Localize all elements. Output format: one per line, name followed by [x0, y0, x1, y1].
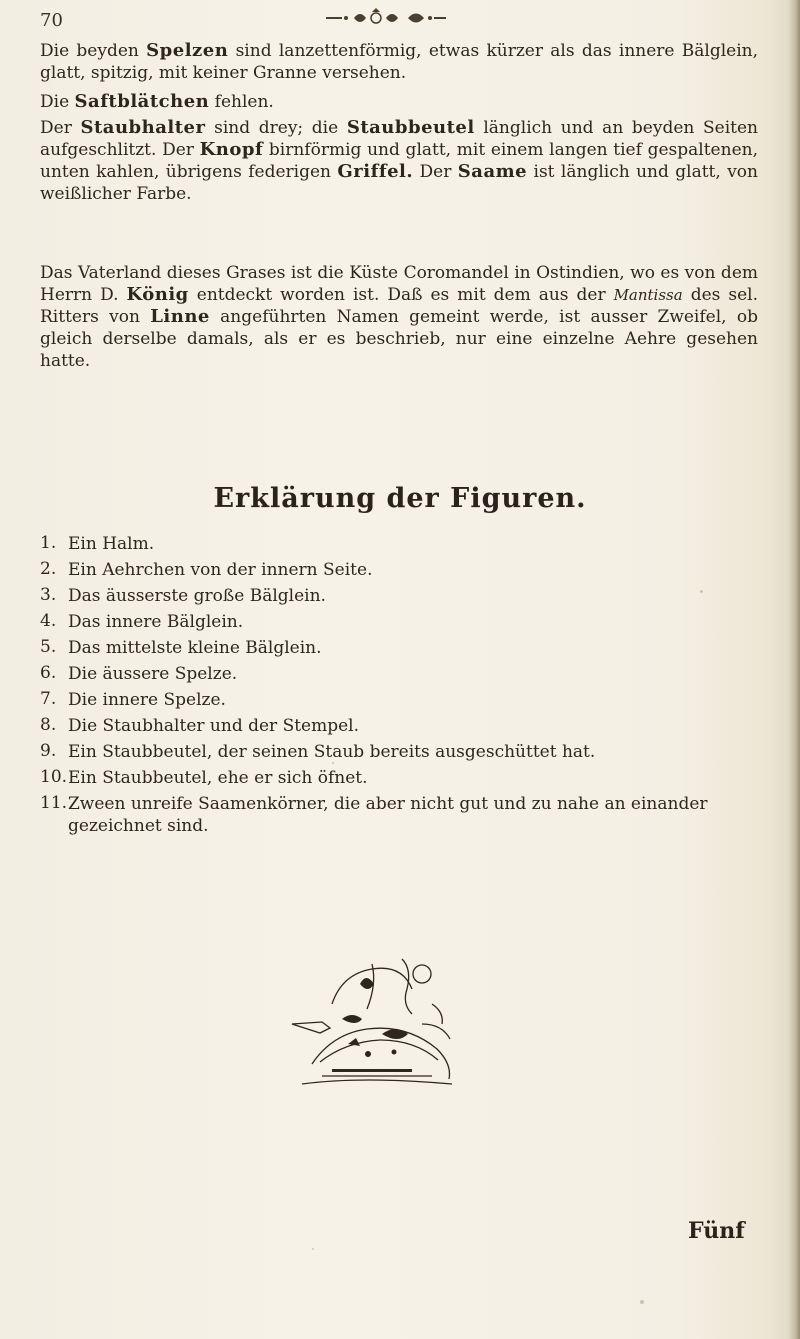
list-item	[40, 767, 760, 793]
catchword: Fünf	[688, 1218, 745, 1244]
term-saftblaetchen: Saftblätchen	[74, 91, 210, 112]
figure-caption: Die äussere Spelze.	[68, 664, 238, 684]
list-item	[40, 637, 760, 663]
figure-caption: Ein Halm.	[68, 534, 155, 554]
figure-number: 3.	[40, 585, 57, 605]
list-item	[40, 715, 760, 741]
latin-mantissa: Mantissa	[613, 286, 683, 304]
text-span: birnförmig und glatt, mit einem langen tief gespaltenen, unten kahlen, übrigens federigen	[40, 140, 758, 182]
text-span: sind lanzettenförmig, etwas kürzer als das innere Bälglein, glatt, spitzig, mit keiner Granne versehen.	[40, 41, 759, 83]
text-span: Die beyden	[40, 41, 147, 61]
text-span: Das Vaterland dieses Grases ist die Küste Coromandel in Ostindien, wo es von dem Herrn D.	[40, 263, 758, 305]
text-span: ist länglich und glatt, von weißlicher Farbe.	[40, 162, 758, 204]
paragraph-vaterland	[40, 262, 758, 372]
figure-caption: Ein Staubbeutel, ehe er sich öfnet.	[68, 768, 368, 788]
page-edge-shadow	[788, 0, 800, 1339]
figure-caption: Das mittelste kleine Bälglein.	[68, 638, 322, 658]
paragraph-staubhalter	[40, 117, 758, 205]
explanation-heading: Erklärung der Figuren.	[213, 483, 587, 514]
figure-caption: Die Staubhalter und der Stempel.	[68, 716, 360, 736]
figure-number: 1.	[40, 533, 57, 553]
text-span: des sel. Ritters von	[40, 285, 758, 327]
figure-caption: Die innere Spelze.	[68, 690, 226, 710]
text-span: fehlen.	[209, 92, 274, 112]
figure-caption: Ein Aehrchen von der innern Seite.	[68, 560, 373, 580]
figure-number: 11.	[40, 793, 68, 813]
header-ornament-icon	[320, 6, 450, 30]
list-item	[40, 793, 760, 843]
figure-caption: Das äusserste große Bälglein.	[68, 586, 326, 606]
text-span: entdeckt worden ist. Daß es mit dem aus der	[188, 285, 614, 305]
term-staubbeutel: Staubbeutel	[346, 117, 475, 138]
term-knopf: Knopf	[199, 139, 264, 160]
text-span: sind drey; die	[205, 118, 347, 138]
figure-number: 9.	[40, 741, 57, 761]
figure-caption: Das innere Bälglein.	[68, 612, 244, 632]
term-staubhalter: Staubhalter	[80, 117, 206, 138]
list-item	[40, 585, 760, 611]
text-span: Der	[40, 118, 81, 138]
figure-number: 5.	[40, 637, 57, 657]
figure-caption: Ein Staubbeutel, der seinen Staub bereits ausgeschüttet hat.	[68, 742, 596, 762]
figure-number: 7.	[40, 689, 57, 709]
term-griffel: Griffel.	[337, 161, 414, 182]
page-number: 70	[40, 10, 63, 31]
term-linne: Linne	[150, 306, 210, 327]
term-saame: Saame	[457, 161, 528, 182]
text-span: Der	[413, 162, 458, 182]
figure-list	[40, 533, 760, 843]
term-spelzen: Spelzen	[146, 40, 229, 61]
paragraph-spelzen	[40, 40, 758, 84]
list-item	[40, 689, 760, 715]
paper-speck	[640, 1300, 644, 1304]
figure-number: 4.	[40, 611, 57, 631]
list-item	[40, 559, 760, 585]
paper-speck	[700, 590, 703, 593]
paper-speck	[332, 762, 334, 764]
list-item	[40, 533, 760, 559]
text-span: länglich und an beyden Seiten aufgeschlitzt. Der	[40, 118, 758, 160]
list-item	[40, 611, 760, 637]
text-span: angeführten Namen gemeint werde, ist ausser Zweifel, ob gleich derselbe damals, als er es beschrieb, nur eine einzelne Aehre gesehen hatte.	[40, 307, 758, 371]
figure-number: 8.	[40, 715, 57, 735]
vignette-icon	[272, 944, 492, 1104]
text-span: Die	[40, 92, 75, 112]
paper-speck	[312, 1248, 314, 1250]
figure-number: 10.	[40, 767, 68, 787]
paragraph-saftblaetchen	[40, 91, 758, 113]
figure-number: 2.	[40, 559, 57, 579]
list-item	[40, 663, 760, 689]
figure-number: 6.	[40, 663, 57, 683]
term-koenig: König	[126, 284, 189, 305]
figure-caption: Zween unreife Saamenkörner, die aber nicht gut und zu nahe an einander gezeichnet sind.	[68, 794, 708, 836]
list-item	[40, 741, 760, 767]
